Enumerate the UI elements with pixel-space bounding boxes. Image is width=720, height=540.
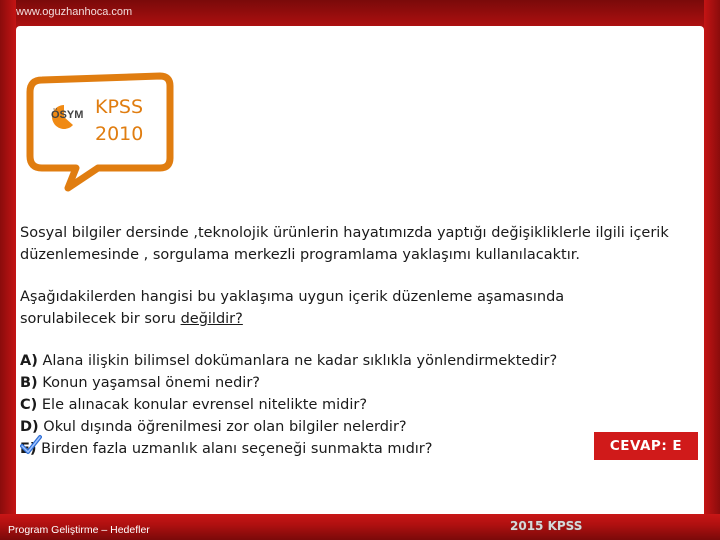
frame-right: [704, 0, 720, 540]
option-a[interactable]: [20, 350, 700, 372]
option-letter: E): [20, 441, 37, 457]
option-text: Okul dışında öğrenilmesi zor olan bilgiler nelerdir?: [38, 419, 407, 435]
intro-line: Sosyal bilgiler dersinde ,teknolojik ürünlerin hayatımızda yaptığı değişikliklerle ilgili içerik: [20, 225, 669, 241]
option-letter: B): [20, 375, 38, 391]
option-text: Birden fazla uzmanlık alanı seçeneği sunmakta mıdır?: [36, 441, 433, 457]
logo-title-line2: 2010: [95, 123, 144, 145]
checkmark-icon: [20, 434, 42, 456]
option-text: Konun yaşamsal önemi nedir?: [37, 375, 260, 391]
option-c[interactable]: [20, 394, 700, 416]
footer-exam-label: 2015 KPSS: [510, 519, 583, 533]
answer-badge: CEVAP: E: [594, 432, 698, 460]
prompt-line: Aşağıdakilerden hangisi bu yaklaşıma uygun içerik düzenleme aşamasında: [20, 289, 565, 305]
option-letter: D): [20, 419, 39, 435]
prompt-line: [20, 308, 700, 330]
option-text: Ele alınacak konular evrensel nitelikte midir?: [37, 397, 368, 413]
frame-left: [0, 0, 16, 540]
question-prompt: [20, 286, 700, 330]
site-url: www.oguzhanhoca.com: [16, 6, 133, 18]
prompt-emphasis: değildir?: [180, 311, 243, 327]
osym-kpss-logo: [20, 72, 180, 192]
intro-line: düzenlemesinde , sorgulama merkezli programlama yaklaşımı kullanılacaktır.: [20, 247, 580, 263]
option-letter: C): [20, 397, 38, 413]
question-intro: [20, 222, 700, 266]
osym-label: ÖSYM: [51, 109, 84, 121]
option-letter: A): [20, 353, 38, 369]
option-text: Alana ilişkin bilimsel dokümanlara ne kadar sıklıkla yönlendirmektedir?: [37, 353, 558, 369]
option-b[interactable]: [20, 372, 700, 394]
footer-topic: Program Geliştirme – Hedefler: [8, 524, 150, 536]
prompt-text: sorulabilecek bir soru: [20, 311, 181, 327]
logo-title-line1: KPSS: [95, 96, 144, 118]
